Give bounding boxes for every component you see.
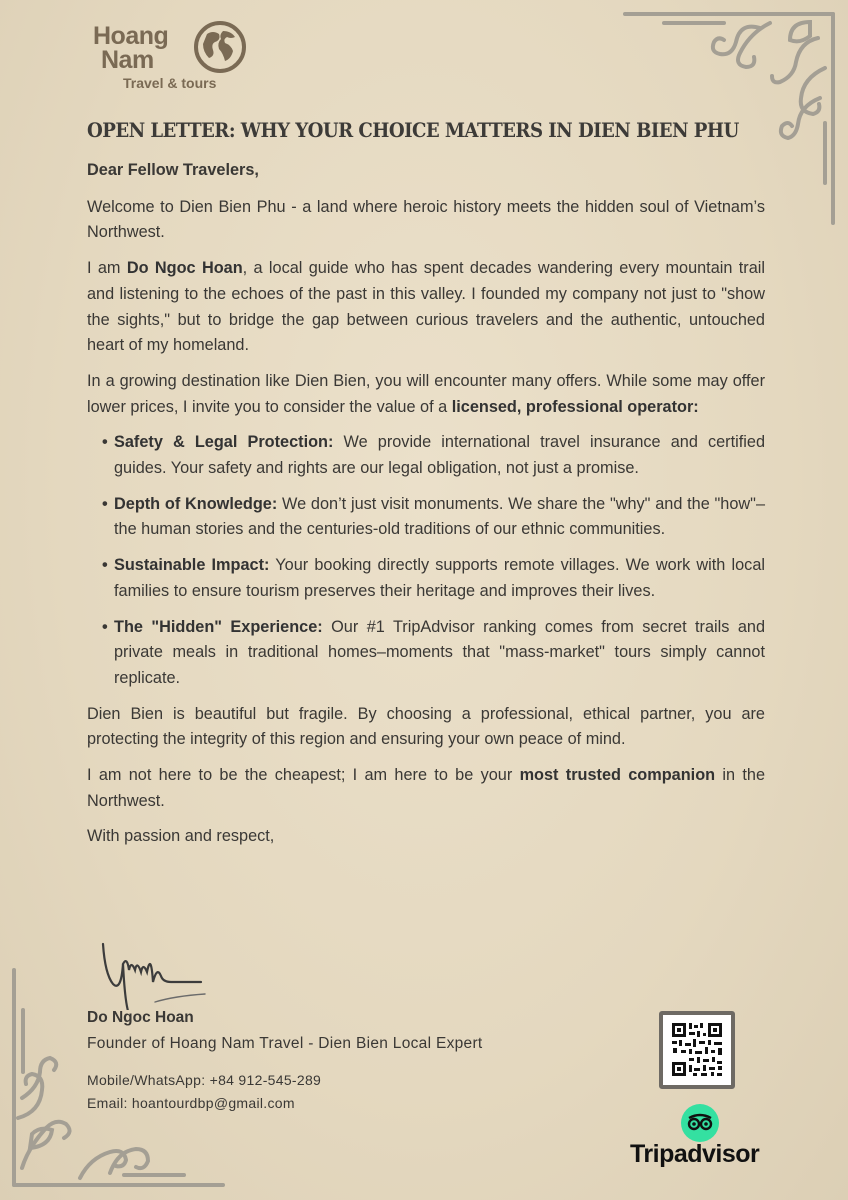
fragile-paragraph: Dien Bien is beautiful but fragile. By choosing a professional, ethical partner, you are protecting the integrity of this region and ensuring your own peace of mind. bbox=[87, 704, 765, 749]
letter-title: OPEN LETTER: WHY YOUR CHOICE MATTERS IN DIEN BIEN PHU bbox=[87, 119, 739, 142]
list-item bbox=[114, 615, 765, 692]
offer-paragraph bbox=[87, 369, 765, 420]
bullet-heading: Safety & Legal Protection: bbox=[114, 433, 334, 452]
bullet-text: Your booking directly supports remote villages. We work with local families to ensure tourism preserves their heritage and improves their lives. bbox=[114, 556, 765, 600]
bullet-text: We provide international travel insurance and certified guides. Your safety and rights are our legal obligation, not just a promise. bbox=[114, 433, 765, 478]
author-name-inline: Do Ngoc Hoan bbox=[126, 259, 243, 278]
greeting: Dear Fellow Travelers, bbox=[87, 161, 259, 179]
bullet-heading: Depth of Knowledge: bbox=[114, 494, 278, 513]
logo-brand-line2: Nam bbox=[101, 46, 154, 74]
logo-brand bbox=[93, 24, 168, 72]
intro-paragraph: Welcome to Dien Bien Phu - a land where heroic history meets the hidden soul of Vietnam’s Northwest. bbox=[87, 197, 765, 242]
company-logo bbox=[93, 18, 253, 98]
about-text: , a local guide who has spent decades wandering every mountain trail and listening to the echoes of the past in this valley. I founded my company not just to "show the sights," but to bridge the gap between curious travelers and the authentic, untouched heart of my homeland. bbox=[87, 259, 766, 355]
list-item bbox=[114, 553, 765, 604]
closing-prefix: I am not here to be the cheapest; I am here to be your bbox=[87, 766, 520, 785]
about-paragraph bbox=[87, 256, 765, 359]
about-prefix: I am bbox=[87, 259, 127, 278]
offer-emphasis: licensed, professional operator: bbox=[451, 397, 699, 416]
list-item bbox=[114, 492, 765, 543]
email-address[interactable]: Email: hoantourdbp@gmail.com bbox=[87, 1095, 295, 1111]
signer-name: Do Ngoc Hoan bbox=[87, 1009, 194, 1026]
bullet-text: Our #1 TripAdvisor ranking comes from secret trails and private meals in traditional homes–moments that "mass-market" tours simply cannot replicate. bbox=[114, 617, 765, 687]
qr-code[interactable] bbox=[659, 1011, 735, 1089]
qr-code-pattern bbox=[663, 1015, 731, 1085]
offer-text: In a growing destination like Dien Bien, you will encounter many offers. While some may offer lower prices, I invite you to consider the value of a bbox=[87, 371, 765, 416]
signer-role: Founder of Hoang Nam Travel - Dien Bien Local Expert bbox=[87, 1035, 483, 1052]
tripadvisor-owl-icon bbox=[681, 1104, 719, 1142]
tripadvisor-logo-text[interactable]: Tripadvisor bbox=[630, 1140, 760, 1168]
signoff: With passion and respect, bbox=[87, 827, 275, 846]
corner-ornament-bottom-left bbox=[10, 968, 230, 1188]
benefits-list bbox=[87, 430, 765, 691]
letter-body bbox=[87, 158, 765, 860]
mobile-number[interactable]: Mobile/WhatsApp: +84 912-545-289 bbox=[87, 1072, 322, 1088]
bullet-heading: Sustainable Impact: bbox=[114, 556, 270, 575]
bullet-text: We don’t just visit monuments. We share the "why" and the "how"–the human stories and the centuries-old traditions of our ethnic communities. bbox=[114, 494, 765, 539]
logo-brand-line1: Hoang bbox=[93, 22, 169, 50]
list-item bbox=[114, 430, 765, 481]
logo-tagline: Travel & tours bbox=[123, 75, 217, 91]
closing-suffix: in the Northwest. bbox=[87, 766, 765, 810]
bullet-heading: The "Hidden" Experience: bbox=[114, 617, 323, 636]
closing-emphasis: most trusted companion bbox=[519, 766, 716, 785]
closing-paragraph bbox=[87, 763, 765, 814]
globe-icon bbox=[193, 18, 247, 76]
